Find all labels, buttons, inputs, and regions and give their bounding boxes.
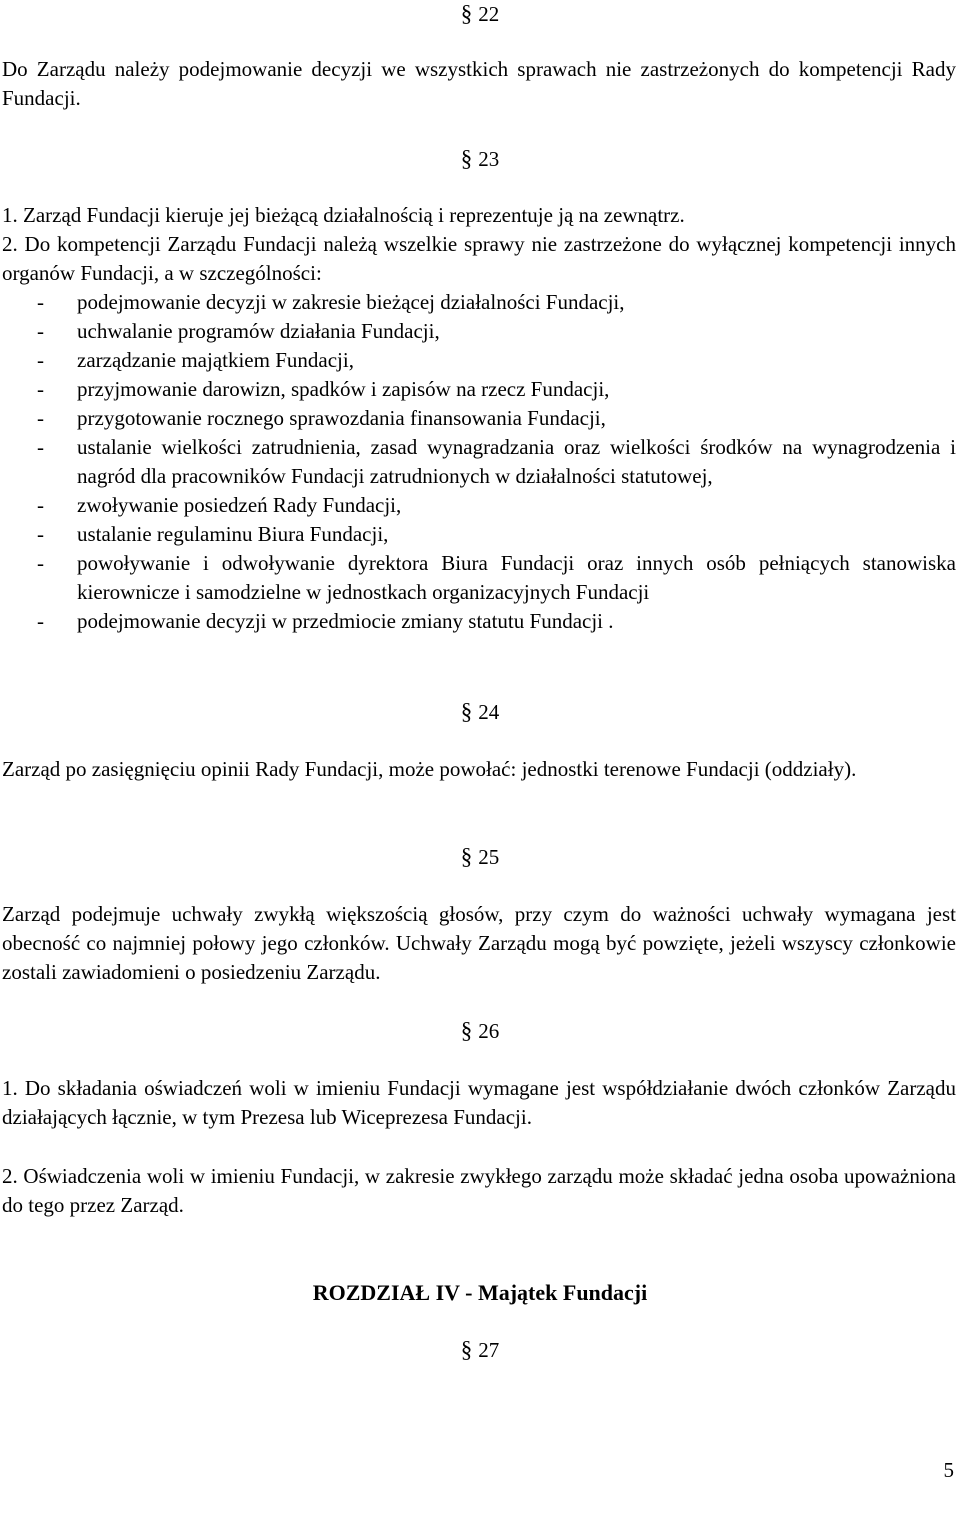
section-26-para-2 bbox=[2, 1162, 956, 1220]
section-number: 24 bbox=[478, 700, 500, 724]
paragraph: 1. Do składania oświadczeń woli w imieniu Fundacji wymagane jest współdziałanie dwóch członków Zarządu działających łącznie, w tym Prezesa lub Wiceprezesa Fundacji. bbox=[2, 1076, 956, 1129]
section-number: 23 bbox=[478, 147, 500, 171]
list-item: - ustalanie regulaminu Biura Fundacji, bbox=[37, 522, 389, 546]
section-heading-24 bbox=[0, 697, 960, 727]
list-item: - zarządzanie majątkiem Fundacji, bbox=[37, 348, 354, 372]
section-23-body bbox=[2, 201, 956, 636]
section-24-body bbox=[2, 755, 956, 784]
section-number: 22 bbox=[478, 2, 500, 26]
list-item: - przygotowanie rocznego sprawozdania finansowania Fundacji, bbox=[37, 406, 606, 430]
paragraph: 2. Do kompetencji Zarządu Fundacji należą wszelkie sprawy nie zastrzeżone do wyłącznej kompetencji innych organów Fundacji, a w szczególności: bbox=[2, 232, 956, 285]
section-heading-22 bbox=[0, 0, 960, 29]
page-number: 5 bbox=[943, 1458, 954, 1482]
paragraph: 1. Zarząd Fundacji kieruje jej bieżącą działalnością i reprezentuje ją na zewnątrz. bbox=[2, 203, 685, 227]
list-item: - podejmowanie decyzji w zakresie bieżącej działalności Fundacji, bbox=[37, 290, 625, 314]
paragraph: Zarząd podejmuje uchwały zwykłą większością głosów, przy czym do ważności uchwały wymagana jest obecność co najmniej połowy jego członków. Uchwały Zarządu mogą być powzięte, jeżeli wszyscy członkowie zostali zawiadomieni o posiedzeniu Zarządu. bbox=[2, 902, 956, 984]
section-symbol: § bbox=[460, 844, 473, 869]
list-item: - zwoływanie posiedzeń Rady Fundacji, bbox=[37, 493, 402, 517]
section-symbol: § bbox=[460, 1337, 473, 1362]
section-symbol: § bbox=[460, 699, 473, 724]
section-heading-27 bbox=[0, 1335, 960, 1365]
section-symbol: § bbox=[460, 1018, 473, 1043]
list-item: - podejmowanie decyzji w przedmiocie zmiany statutu Fundacji . bbox=[37, 609, 614, 633]
section-symbol: § bbox=[460, 146, 473, 171]
section-26-para-1 bbox=[2, 1074, 956, 1132]
list-item: - powoływanie i odwoływanie dyrektora Biura Fundacji oraz innych osób pełniących stanowiska kierownicze i samodzielne w jednostkach organizacyjnych Fundacji bbox=[37, 551, 956, 604]
section-25-body bbox=[2, 900, 956, 987]
list-item: - uchwalanie programów działania Fundacji, bbox=[37, 319, 440, 343]
list-item: - ustalanie wielkości zatrudnienia, zasad wynagradzania oraz wielkości środków na wynagrodzenia i nagród dla pracowników Fundacji zatrudnionych w działalności statutowej, bbox=[37, 435, 956, 488]
section-symbol: § bbox=[460, 1, 473, 26]
section-number: 26 bbox=[478, 1019, 500, 1043]
chapter-title: ROZDZIAŁ IV - Majątek Fundacji bbox=[312, 1280, 648, 1305]
competence-list bbox=[2, 288, 956, 636]
list-item: - przyjmowanie darowizn, spadków i zapisów na rzecz Fundacji, bbox=[37, 377, 610, 401]
section-number: 25 bbox=[478, 845, 500, 869]
section-heading-26 bbox=[0, 1016, 960, 1046]
paragraph: 2. Oświadczenia woli w imieniu Fundacji, w zakresie zwykłego zarządu może składać jedna osoba upoważniona do tego przez Zarząd. bbox=[2, 1164, 956, 1217]
section-number: 27 bbox=[478, 1338, 500, 1362]
paragraph: Do Zarządu należy podejmowanie decyzji we wszystkich sprawach nie zastrzeżonych do kompetencji Rady Fundacji. bbox=[2, 57, 956, 110]
section-22-body bbox=[2, 55, 956, 113]
paragraph: Zarząd po zasięgnięciu opinii Rady Fundacji, może powołać: jednostki terenowe Fundacji (oddziały). bbox=[2, 757, 857, 781]
section-heading-25 bbox=[0, 842, 960, 872]
section-heading-23 bbox=[0, 144, 960, 174]
